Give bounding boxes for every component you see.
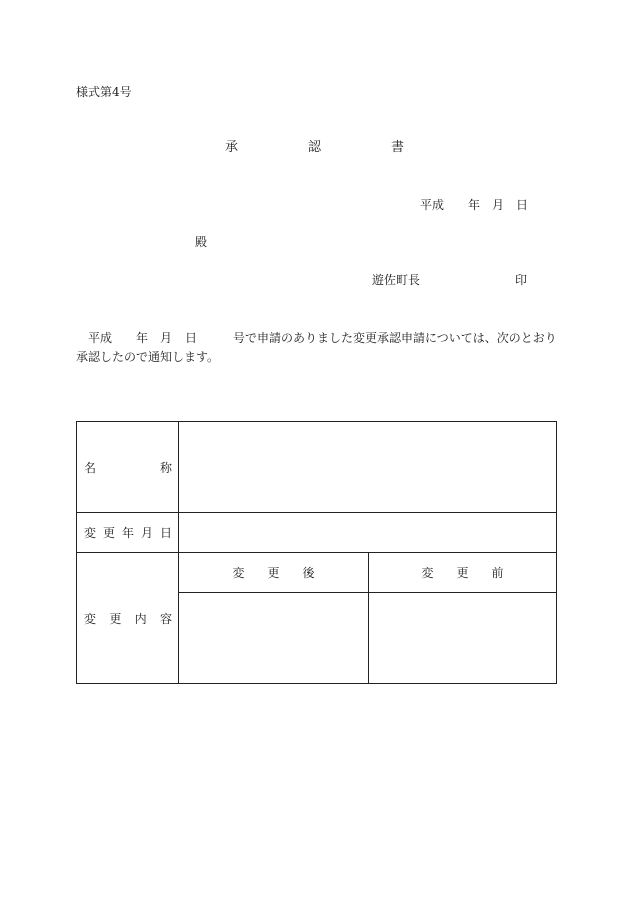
table-row-name [77,422,557,513]
after-value-cell[interactable] [179,593,369,684]
name-label-cell [77,422,179,513]
issuer-name: 遊佐町長 [372,273,421,287]
before-header-char: 更 [456,566,469,580]
after-header-char: 後 [302,566,315,580]
after-header-char: 変 [232,566,245,580]
after-header-cell [179,553,369,593]
date-era: 平成 [420,198,445,212]
before-header-cell [369,553,557,593]
table-row-date [77,513,557,553]
content-label-char: 内 [134,611,147,626]
change-details-table [76,421,557,684]
date-label-char: 変 [84,526,97,540]
table-row-content-header [77,553,557,593]
date-label-char: 日 [159,526,172,540]
title-char-1: 承 [225,140,239,155]
date-label-char: 更 [102,526,115,540]
body-text-line1: 号で申請のありました変更承認申請については、次のとおり [233,331,557,345]
content-label-char: 変 [84,611,97,626]
addressee-suffix: 殿 [195,235,208,249]
name-label-char: 称 [159,460,172,475]
date-label-cell [77,513,179,553]
content-label-char: 更 [109,611,122,626]
before-header-char: 前 [491,566,504,580]
seal-mark: 印 [515,273,528,287]
content-label-cell [77,553,179,684]
title-char-2: 認 [308,140,322,155]
body-month: 月 [160,331,173,345]
content-label-char: 容 [159,611,172,626]
date-year: 年 [468,198,481,212]
date-month: 月 [492,198,505,212]
date-day: 日 [516,198,529,212]
name-value-cell[interactable] [179,422,557,513]
date-value-cell[interactable] [179,513,557,553]
form-number: 様式第4号 [76,85,132,99]
before-header-char: 変 [421,566,434,580]
body-era: 平成 [88,331,113,345]
body-text-line2: 承認したので通知します。 [76,350,220,364]
date-label-char: 月 [140,526,153,540]
body-year: 年 [136,331,149,345]
title-char-3: 書 [391,140,405,155]
body-day: 日 [185,331,198,345]
before-value-cell[interactable] [369,593,557,684]
date-label-char: 年 [121,526,134,540]
after-header-char: 更 [267,566,280,580]
name-label-char: 名 [84,460,97,475]
